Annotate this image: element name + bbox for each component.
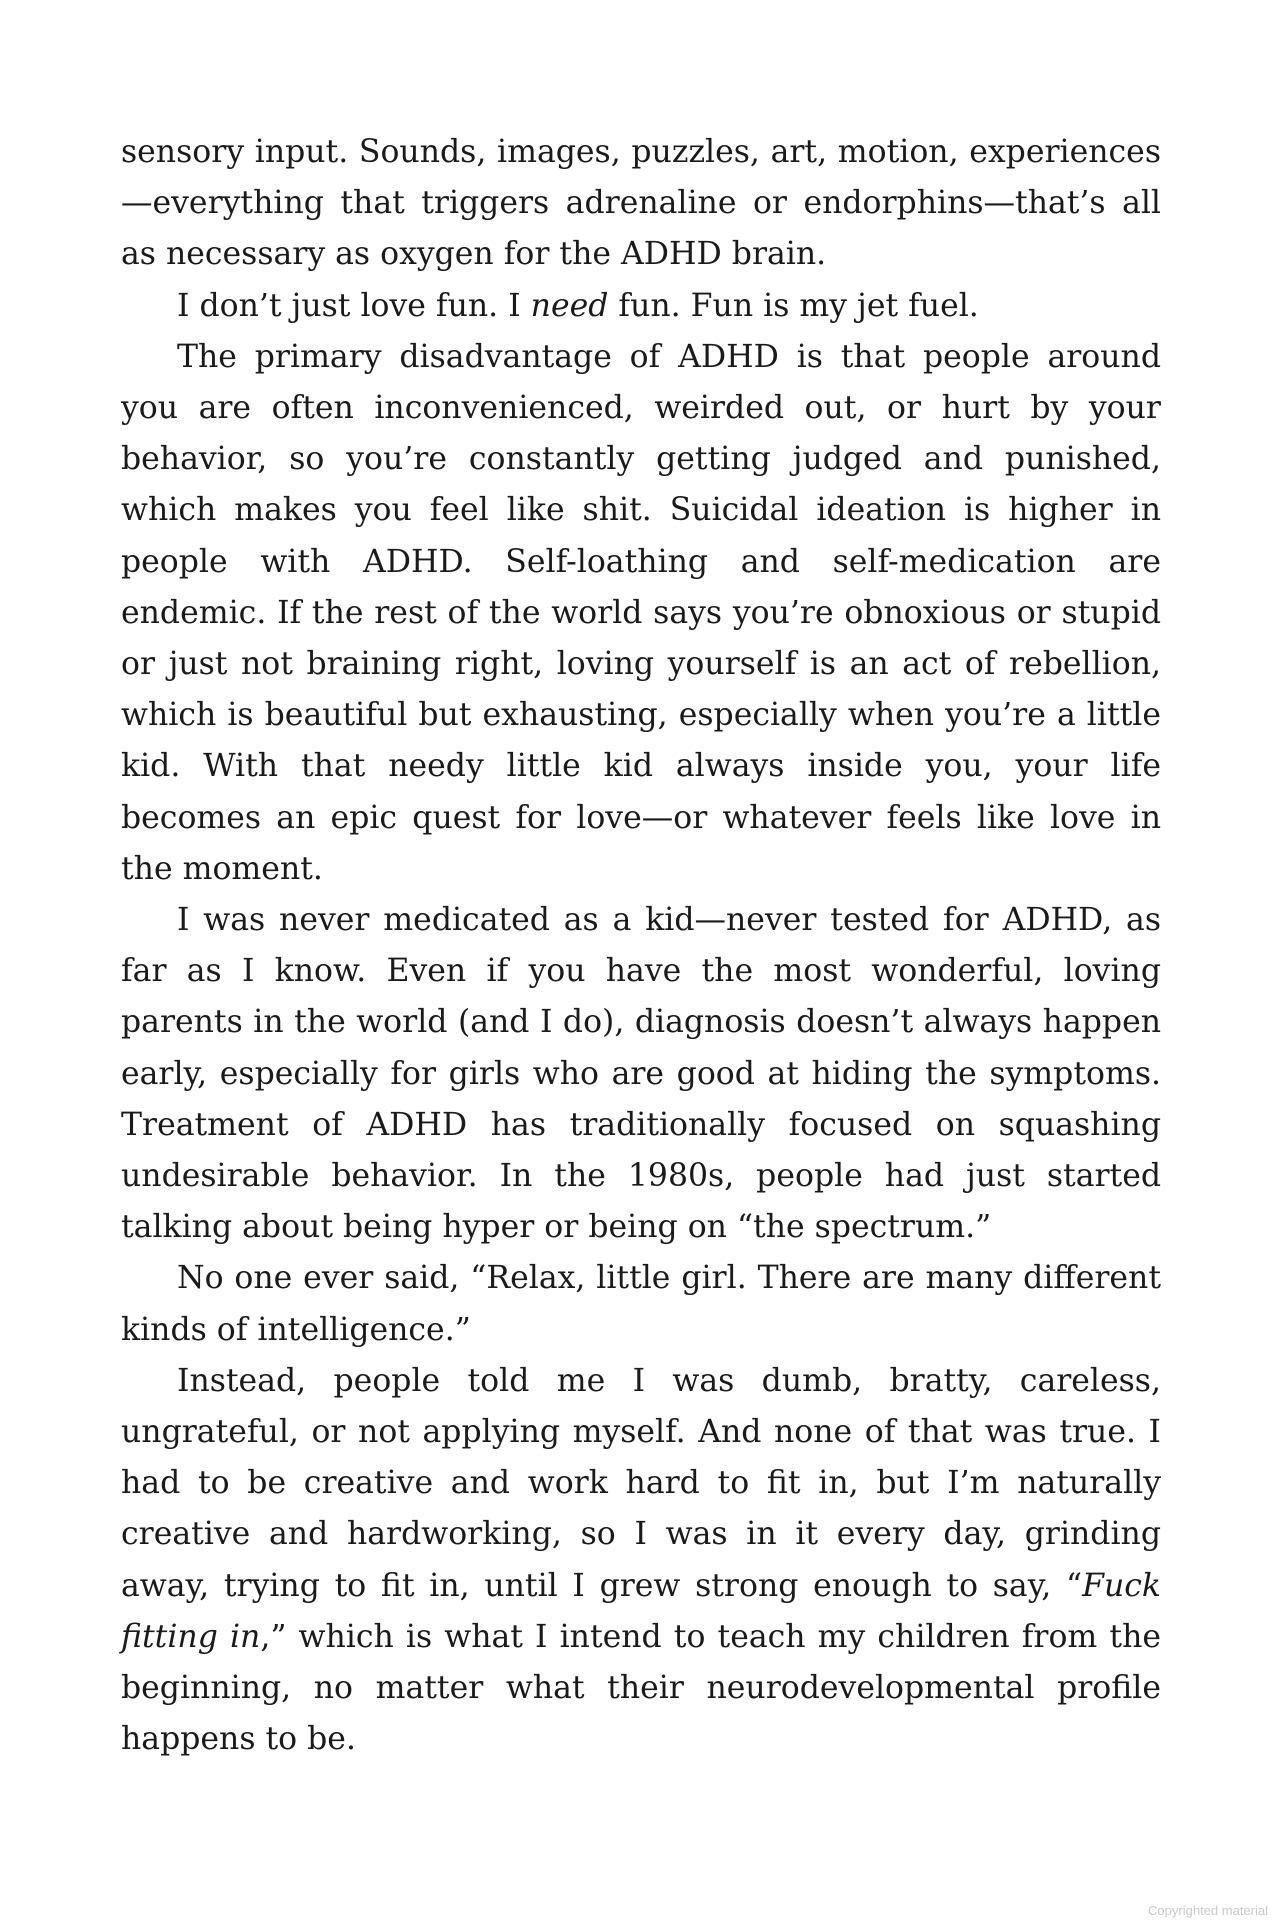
body-text xyxy=(121,127,1161,1766)
emphasis-fitting-in: Fuck fitting in xyxy=(121,1567,1161,1655)
paragraph-primary-disadvantage: The primary disadvantage of ADHD is that people around you are often inconvenienced, weirded out, or hurt by your behavior, so you’re constantly getting judged and punished, which makes you feel like shit. Suicidal ideation is higher in people with ADHD. Self-loathing and self-medication are endemic. If the rest of the world says you’re obnoxious or stupid or just not braining right, loving yourself is an act of rebellion, which is beautiful but exhausting, especially when you’re a little kid. With that needy little kid always inside you, your life becomes an epic quest for love—or whatever feels like love in the moment. xyxy=(121,338,1161,887)
copyright-watermark: Copyrighted material xyxy=(1148,1903,1268,1918)
paragraph-relax-little-girl: No one ever said, “Relax, little girl. There are many different kinds of intelligence.” xyxy=(121,1260,1161,1348)
paragraph-need-fun: I don’t just love fun. I need fun. Fun is my jet fuel. xyxy=(177,287,979,324)
paragraph-never-medicated: I was never medicated as a kid—never tested for ADHD, as far as I know. Even if you have the most wonderful, loving parents in the world (and I do), diagnosis doesn’t always happen early, especially for girls who are good at hiding the symptoms. Treatment of ADHD has traditionally focused on squashing undesirable behavior. In the 1980s, people had just started talking about being hyper or being on “the spectrum.” xyxy=(121,902,1161,1246)
paragraph-sensory-input: sensory input. Sounds, images, puzzles, art, motion, experiences —everything that triggers adrenaline or endorphins—that’s all as necessary as oxygen for the ADHD brain. xyxy=(121,134,1161,273)
paragraph-instead: Instead, people told me I was dumb, bratty, careless, ungrateful, or not applying myself. And none of that was true. I had to be creative and work hard to fit in, but I’m naturally creative and hardworking, so I was in it every day, grinding away, trying to fit in, until I grew strong enough to say, “Fuck fitting in,” which is what I intend to teach my children from the beginning, no matter what their neurodevelopmental profile happens to be. xyxy=(121,1362,1161,1758)
emphasis-need: need xyxy=(530,287,609,324)
